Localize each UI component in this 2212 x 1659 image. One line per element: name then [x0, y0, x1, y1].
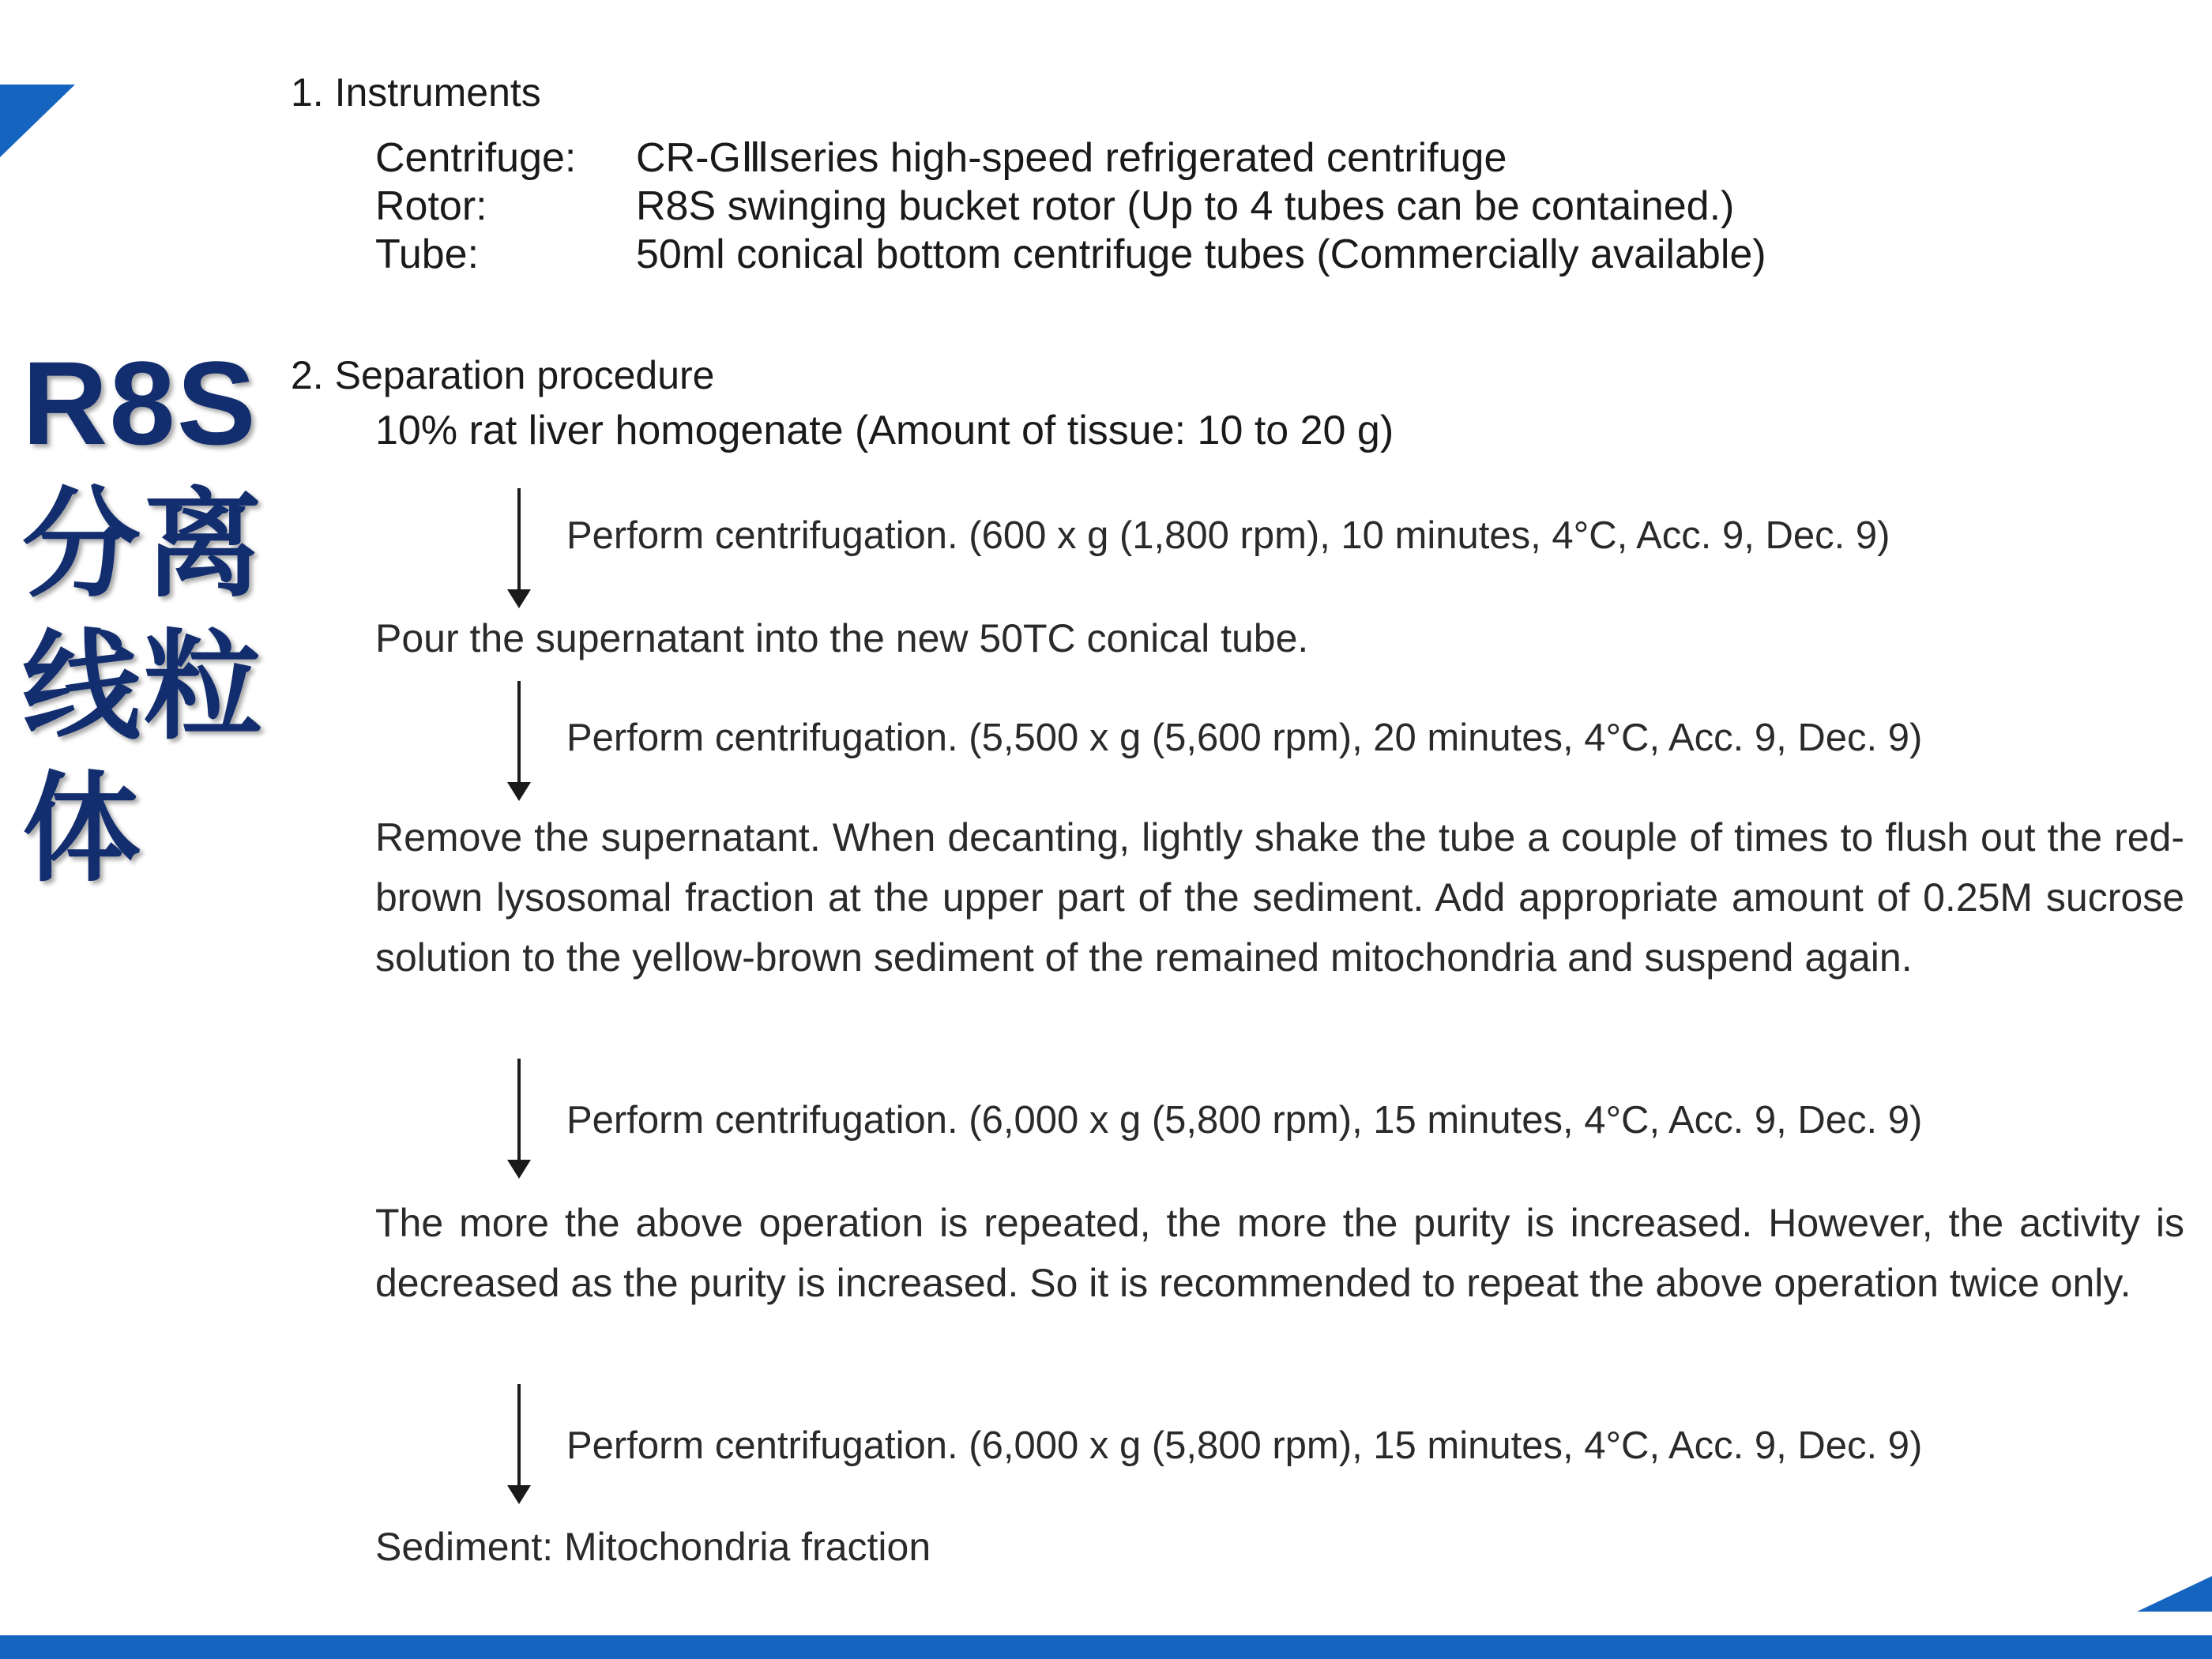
down-arrow-icon: [517, 488, 521, 591]
centrifugation-step: Perform centrifugation. (600 x g (1,800 rpm), 10 minutes, 4°C, Acc. 9, Dec. 9): [566, 514, 1890, 557]
instrument-row: [375, 134, 1766, 182]
instrument-row: [375, 231, 1766, 279]
corner-decoration-top-left: [0, 85, 75, 157]
centrifugation-step: Perform centrifugation. (5,500 x g (5,600 rpm), 20 minutes, 4°C, Acc. 9, Dec. 9): [566, 717, 1923, 759]
title-line: 线粒: [22, 619, 266, 756]
instrument-label: Centrifuge:: [375, 135, 577, 181]
section-heading-procedure: 2. Separation procedure: [291, 353, 715, 397]
centrifugation-step: Perform centrifugation. (6,000 x g (5,800 rpm), 15 minutes, 4°C, Acc. 9, Dec. 9): [566, 1099, 1923, 1142]
instrument-row: [375, 182, 1766, 231]
procedure-note: Remove the supernatant. When decanting, lightly shake the tube a couple of times to flush out the red-brown lysosomal fraction at the upper part of the sediment. Add appropriate amount of 0.25M sucrose solution to the yellow-brown sediment of the remained mitochondria and suspend again.: [375, 815, 2184, 980]
corner-decoration-bottom-right: [2137, 1576, 2212, 1612]
instrument-value: CR-GⅢseries high-speed refrigerated centrifuge: [636, 135, 1507, 181]
section-heading-instruments: 1. Instruments: [291, 70, 541, 115]
procedure-note: The more the above operation is repeated, the more the purity is increased. However, the activity is decreased as the purity is increased. So it is recommended to repeat the above operation twice only.: [375, 1201, 2184, 1305]
centrifugation-step: Perform centrifugation. (6,000 x g (5,800 rpm), 15 minutes, 4°C, Acc. 9, Dec. 9): [566, 1424, 1923, 1467]
procedure-note: Pour the supernatant into the new 50TC conical tube.: [375, 616, 1309, 660]
footer-bar: [0, 1635, 2212, 1659]
down-arrow-icon: [517, 681, 521, 784]
instrument-value: 50ml conical bottom centrifuge tubes (Commercially available): [636, 231, 1766, 277]
down-arrow-icon: [517, 1384, 521, 1487]
slide-title: [22, 332, 275, 901]
title-line: R8S: [22, 337, 258, 469]
instrument-label: Rotor:: [375, 183, 487, 229]
title-line: 体: [22, 761, 145, 898]
title-line: 分离: [22, 476, 266, 614]
down-arrow-icon: [517, 1059, 521, 1161]
instrument-label: Tube:: [375, 231, 480, 277]
procedure-start: 10% rat liver homogenate (Amount of tissue: 10 to 20 g): [375, 408, 1394, 453]
instrument-value: R8S swinging bucket rotor (Up to 4 tubes can be contained.): [636, 183, 1735, 229]
instruments-table: [375, 134, 1766, 279]
procedure-result: Sediment: Mitochondria fraction: [375, 1525, 931, 1569]
